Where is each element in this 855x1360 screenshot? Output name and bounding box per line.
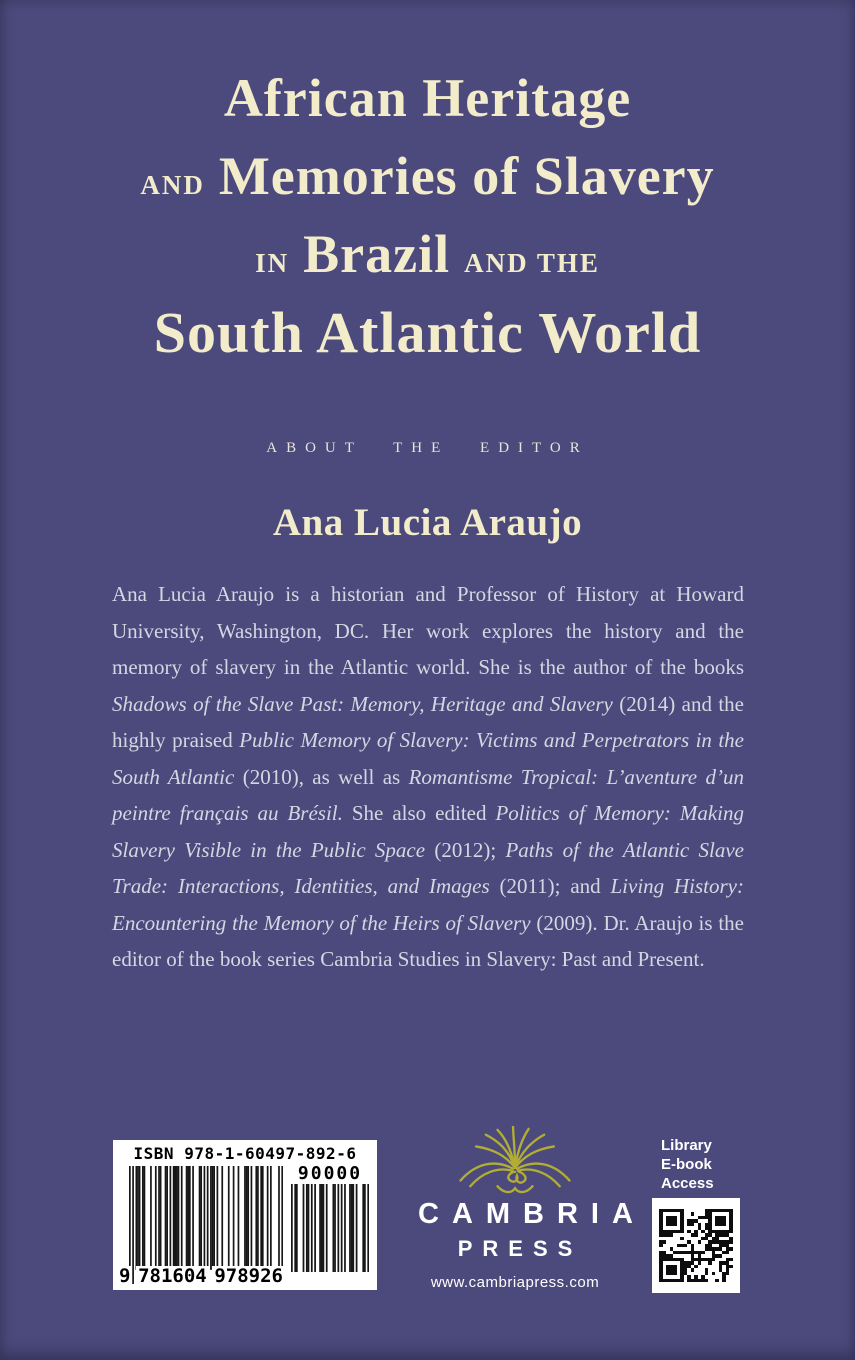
publisher-website: www.cambriapress.com	[430, 1274, 600, 1291]
publisher-name: CAMBRIA	[418, 1198, 646, 1230]
barcode-supplement	[291, 1164, 369, 1286]
title-line: AND Memories of Slavery	[140, 146, 715, 206]
barcode-digits: 9 781604 978926	[119, 1265, 283, 1287]
barcode-supplement-bars	[291, 1184, 369, 1272]
title-line: South Atlantic World	[153, 300, 702, 365]
qr-code	[659, 1209, 733, 1283]
isbn-barcode	[113, 1140, 377, 1290]
about-the-editor-label: ABOUT THE EDITOR	[266, 440, 589, 456]
editor-name: Ana Lucia Araujo	[272, 501, 583, 544]
title-line: African Heritage	[223, 68, 632, 128]
barcode-supplement-number: 90000	[297, 1163, 363, 1184]
cambria-palm-logo-icon	[452, 1126, 578, 1196]
isbn-number: ISBN 978-1-60497-892-6	[133, 1144, 357, 1163]
book-title	[0, 66, 855, 380]
editor-bio: Ana Lucia Araujo is a historian and Professor of History at Howard University, Washington, DC. Her work explores the history and the memory of slavery in the Atlantic world. She is the author of the books Shadows of the Slave Past: Memory, Heritage and Slavery (2014) and the highly praised Public Memory of Slavery: Victims and Perpetrators in the South Atlantic (2010), as well as Romantisme Tropical: L’aventure d’un peintre français au Brésil. She also edited Politics of Memory: Making Slavery Visible in the Public Space (2012); Paths of the Atlantic Slave Trade: Interactions, Identities, and Images (2011); and Living History: Encountering the Memory of the Heirs of Slavery (2009). Dr. Araujo is the editor of the book series Cambria Studies in Slavery: Past and Present.	[112, 582, 744, 971]
ebook-access-block	[652, 1136, 742, 1293]
barcode-body	[121, 1164, 369, 1286]
publisher-block	[405, 1126, 646, 1291]
title-line: IN Brazil AND THE	[255, 224, 600, 284]
ebook-access-label: Library E-book Access	[661, 1137, 714, 1192]
qr-code-box	[652, 1198, 740, 1293]
barcode-main	[119, 1164, 283, 1287]
publisher-press-label: PRESS	[457, 1236, 583, 1261]
